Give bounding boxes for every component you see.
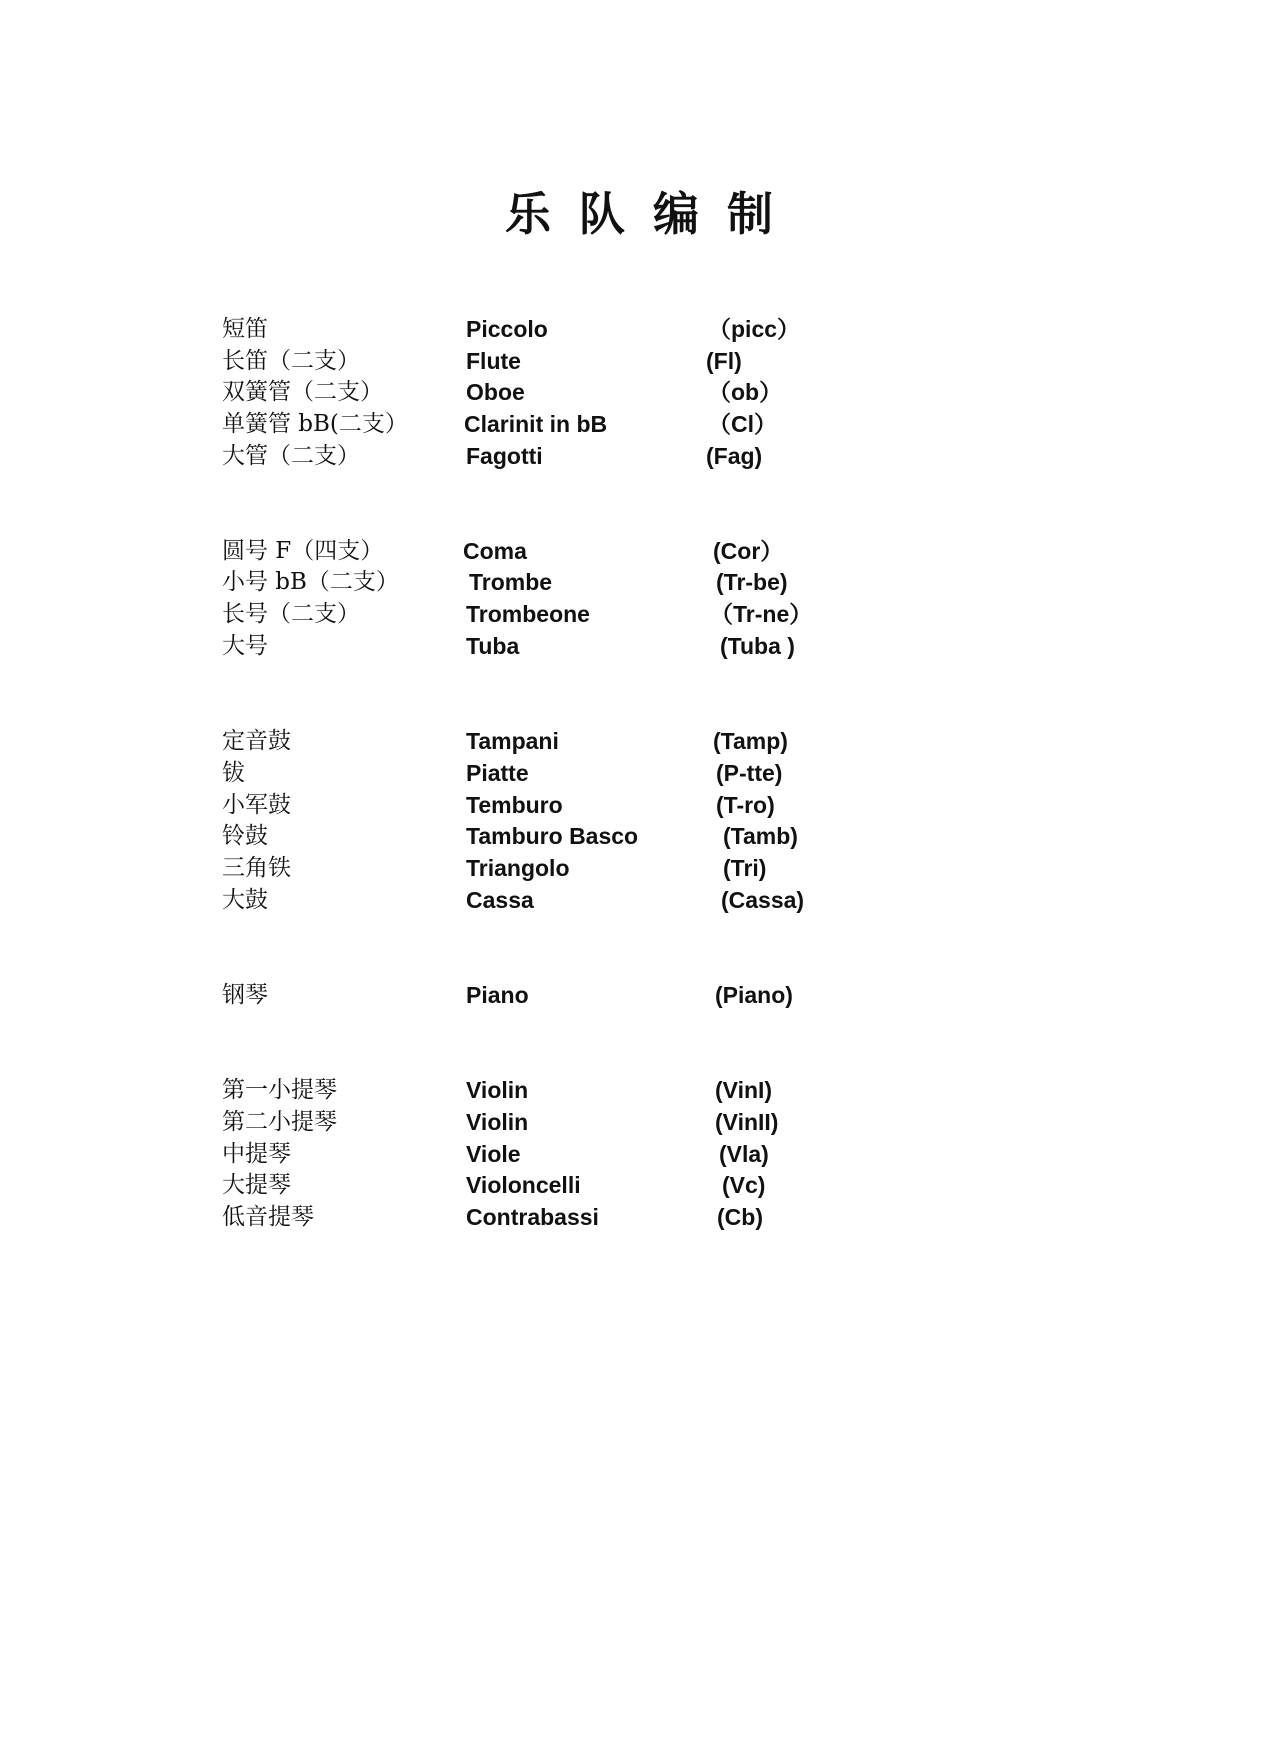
instrument-row [0,535,1278,567]
chinese-name: 大号 [222,633,268,659]
instrument-row [0,345,1278,377]
abbreviation: (Vla) [719,1141,769,1167]
chinese-name: 定音鼓 [222,728,291,754]
instrument-row [0,884,1278,916]
chinese-name: 第一小提琴 [222,1077,337,1103]
instrument-row [0,757,1278,789]
chinese-name: 中提琴 [222,1141,291,1167]
instrument-row [0,598,1278,630]
chinese-name: 铃鼓 [222,823,268,849]
chinese-name: 第二小提琴 [222,1109,337,1135]
abbreviation: (VinII) [715,1109,779,1135]
italian-name: Contrabassi [466,1204,599,1230]
italian-name: Triangolo [466,855,570,881]
italian-name: Trombe [469,569,553,595]
abbreviation: (Fl) [706,348,742,374]
abbreviation: (Cor） [713,538,784,564]
instrument-row [0,566,1278,598]
instrument-row [0,979,1278,1011]
chinese-name: 大提琴 [222,1172,291,1198]
abbreviation: (Tri) [723,855,767,881]
italian-name: Piatte [466,760,529,786]
italian-name: Cassa [466,887,534,913]
italian-name: Piccolo [466,316,548,342]
italian-name: Coma [463,538,527,564]
chinese-name: 短笛 [222,316,268,342]
instrument-row [0,789,1278,821]
chinese-name: 钹 [222,760,245,786]
italian-name: Viole [466,1141,521,1167]
abbreviation: (Fag) [706,443,763,469]
abbreviation: （ob） [708,379,783,405]
abbreviation: (Tuba ) [720,633,795,659]
chinese-name: 三角铁 [222,855,291,881]
abbreviation: （picc） [708,316,801,342]
abbreviation: (Tamb) [723,823,798,849]
italian-name: Tampani [466,728,559,754]
instrument-row [0,1201,1278,1233]
italian-name: Flute [466,348,521,374]
abbreviation: (Tr-be) [716,569,788,595]
italian-name: Fagotti [466,443,543,469]
instrument-row [0,313,1278,345]
instrument-row [0,820,1278,852]
chinese-name: 单簧管 bB(二支） [222,411,408,437]
abbreviation: (T-ro) [716,792,775,818]
instrument-row [0,408,1278,440]
italian-name: Violin [466,1109,529,1135]
italian-name: Tuba [466,633,520,659]
instrument-row [0,630,1278,662]
instrument-row [0,376,1278,408]
instrument-row [0,852,1278,884]
chinese-name: 大管（二支） [222,443,360,469]
italian-name: Violoncelli [466,1172,581,1198]
abbreviation: (Vc) [722,1172,766,1198]
italian-name: Clarinit in bB [464,411,608,437]
chinese-name: 圆号 F（四支） [222,538,384,564]
instrument-row [0,1074,1278,1106]
chinese-name: 大鼓 [222,887,268,913]
abbreviation: （Cl） [708,411,777,437]
italian-name: Piano [466,982,529,1008]
italian-name: Trombeone [466,601,590,627]
abbreviation: (Cb) [717,1204,763,1230]
instrument-row [0,725,1278,757]
instrument-row [0,440,1278,472]
abbreviation: (Tamp) [713,728,788,754]
chinese-name: 小号 bB（二支） [222,569,399,595]
chinese-name: 长号（二支） [222,601,360,627]
chinese-name: 低音提琴 [222,1204,314,1230]
italian-name: Temburo [466,792,563,818]
page-title: 乐队编制 [505,187,801,241]
abbreviation: (Piano) [715,982,793,1008]
abbreviation: （Tr-ne） [710,601,813,627]
italian-name: Violin [466,1077,529,1103]
italian-name: Oboe [466,379,525,405]
abbreviation: (P-tte) [716,760,783,786]
chinese-name: 钢琴 [222,982,268,1008]
instrument-row [0,1169,1278,1201]
chinese-name: 小军鼓 [222,792,291,818]
abbreviation: (Cassa) [721,887,805,913]
abbreviation: (VinI) [715,1077,773,1103]
instrument-row [0,1106,1278,1138]
instrument-row [0,1138,1278,1170]
italian-name: Tamburo Basco [466,823,639,849]
chinese-name: 双簧管（二支） [222,379,383,405]
chinese-name: 长笛（二支） [222,348,360,374]
